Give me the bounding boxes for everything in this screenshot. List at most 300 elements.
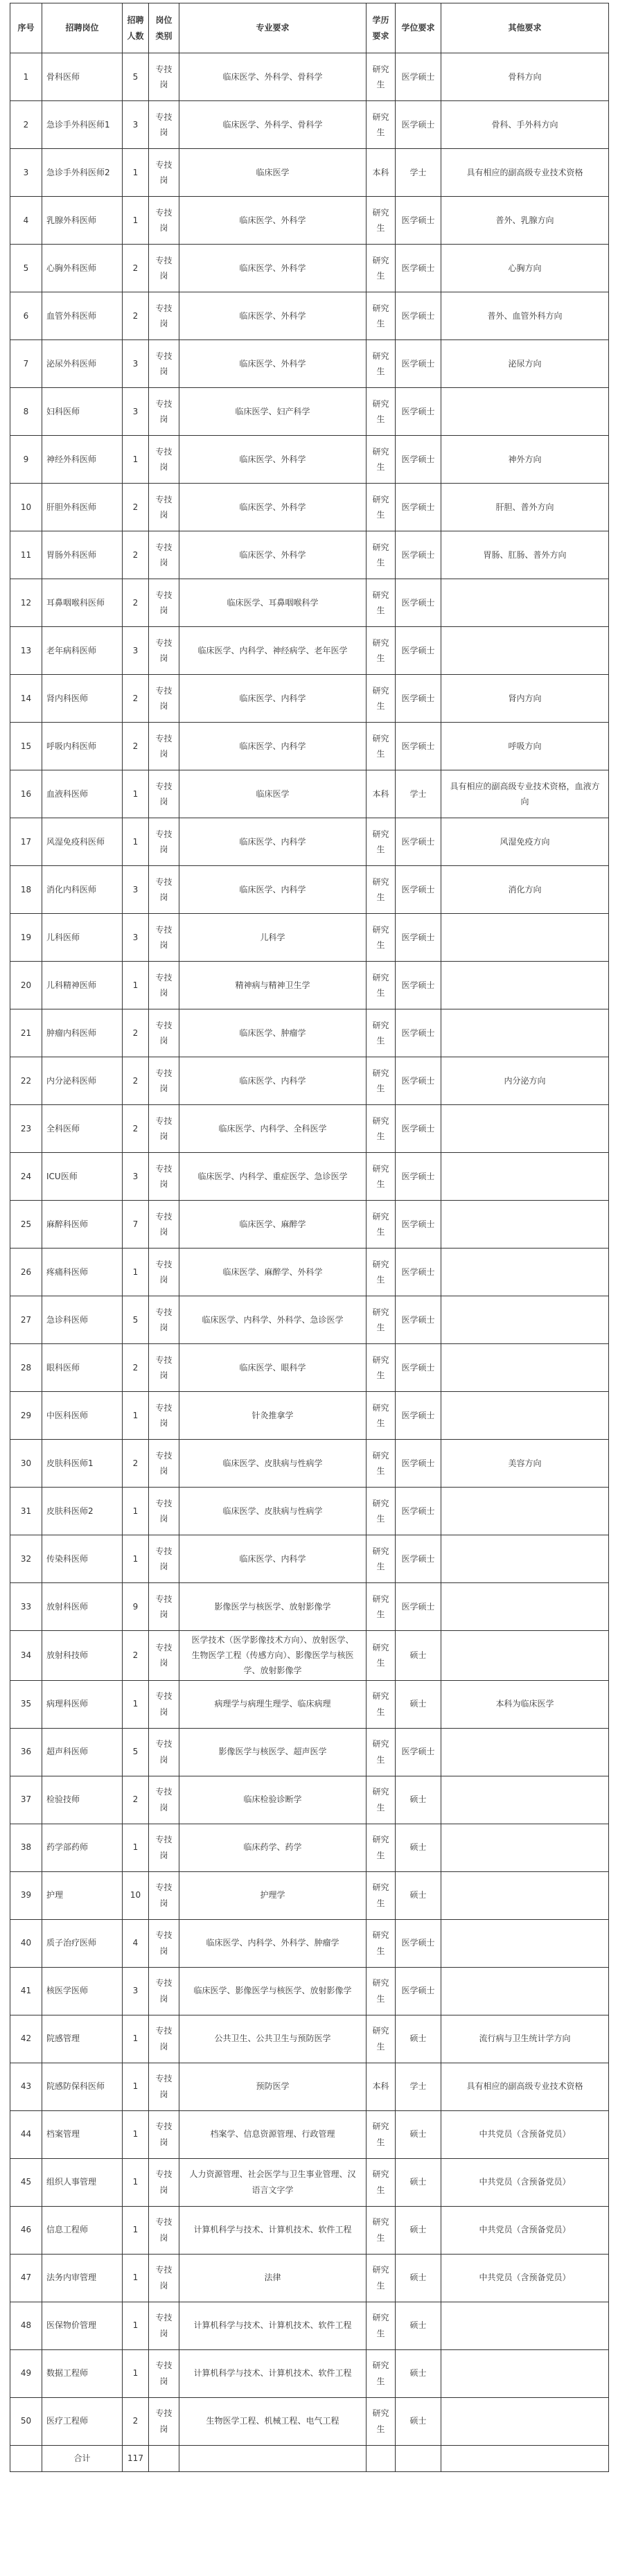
- cell-index: 43: [10, 2063, 42, 2110]
- cell-category: 专技岗: [149, 1105, 179, 1153]
- cell-education: 研究生: [367, 1919, 396, 1967]
- table-row: [10, 2158, 609, 2206]
- table-row: [10, 2206, 609, 2254]
- cell-category: 专技岗: [149, 2254, 179, 2302]
- cell-degree: 医学硕士: [396, 101, 441, 149]
- cell-education: 研究生: [367, 2206, 396, 2254]
- cell-education: 研究生: [367, 388, 396, 436]
- cell-education: 研究生: [367, 1583, 396, 1631]
- cell-position: 骨科医师: [42, 53, 123, 101]
- cell-count: 1: [123, 2063, 149, 2110]
- cell-major: 预防医学: [179, 2063, 367, 2110]
- cell-position: 院感管理: [42, 2015, 123, 2063]
- cell-major: 临床医学、耳鼻咽喉科学: [179, 579, 367, 627]
- total-empty-cell: [179, 2445, 367, 2471]
- cell-other: [441, 627, 609, 675]
- cell-major: 临床医学、内科学、神经病学、老年医学: [179, 627, 367, 675]
- cell-position: 检验技师: [42, 1776, 123, 1824]
- cell-position: 放射科医师: [42, 1583, 123, 1631]
- cell-education: 研究生: [367, 962, 396, 1009]
- cell-category: 专技岗: [149, 1249, 179, 1296]
- cell-position: 血液科医师: [42, 770, 123, 818]
- cell-count: 2: [123, 1057, 149, 1105]
- cell-index: 27: [10, 1296, 42, 1344]
- cell-degree: 医学硕士: [396, 1296, 441, 1344]
- cell-degree: 医学硕士: [396, 675, 441, 723]
- cell-position: 泌尿外科医师: [42, 340, 123, 388]
- cell-position: 血管外科医师: [42, 292, 123, 340]
- cell-major: 儿科学: [179, 914, 367, 962]
- cell-other: 肾内方向: [441, 675, 609, 723]
- table-row: [10, 1344, 609, 1392]
- cell-education: 研究生: [367, 436, 396, 484]
- table-row: [10, 245, 609, 292]
- cell-major: 临床医学、外科学: [179, 436, 367, 484]
- cell-major: 临床医学、内科学、全科医学: [179, 1105, 367, 1153]
- cell-count: 2: [123, 245, 149, 292]
- cell-education: 研究生: [367, 1824, 396, 1871]
- header-education: 学历要求: [367, 3, 396, 53]
- cell-major: 临床医学、皮肤病与性病学: [179, 1440, 367, 1488]
- cell-degree: 医学硕士: [396, 579, 441, 627]
- cell-degree: 硕士: [396, 1680, 441, 1728]
- table-row: [10, 579, 609, 627]
- cell-education: 研究生: [367, 1392, 396, 1440]
- table-row: [10, 1296, 609, 1344]
- table-row: [10, 1440, 609, 1488]
- cell-category: 专技岗: [149, 1344, 179, 1392]
- table-row: [10, 675, 609, 723]
- total-label: 合计: [42, 2445, 123, 2471]
- cell-index: 7: [10, 340, 42, 388]
- cell-degree: 医学硕士: [396, 1392, 441, 1440]
- table-row: [10, 818, 609, 866]
- cell-position: 院感防保科医师: [42, 2063, 123, 2110]
- cell-major: 计算机科学与技术、计算机技术、软件工程: [179, 2349, 367, 2397]
- cell-category: 专技岗: [149, 149, 179, 197]
- cell-education: 研究生: [367, 1488, 396, 1535]
- cell-position: 眼科医师: [42, 1344, 123, 1392]
- table-row: [10, 1680, 609, 1728]
- cell-category: 专技岗: [149, 1296, 179, 1344]
- cell-other: 心胸方向: [441, 245, 609, 292]
- cell-other: 骨科方向: [441, 53, 609, 101]
- table-row: [10, 1967, 609, 2015]
- cell-category: 专技岗: [149, 2063, 179, 2110]
- cell-degree: 医学硕士: [396, 1009, 441, 1057]
- cell-category: 专技岗: [149, 1057, 179, 1105]
- cell-category: 专技岗: [149, 1153, 179, 1201]
- cell-category: 专技岗: [149, 1680, 179, 1728]
- cell-count: 2: [123, 1440, 149, 1488]
- cell-position: 神经外科医师: [42, 436, 123, 484]
- cell-degree: 医学硕士: [396, 866, 441, 914]
- cell-education: 研究生: [367, 53, 396, 101]
- cell-degree: 医学硕士: [396, 1201, 441, 1249]
- cell-category: 专技岗: [149, 2015, 179, 2063]
- cell-education: 研究生: [367, 1009, 396, 1057]
- cell-education: 研究生: [367, 723, 396, 770]
- table-row: [10, 1535, 609, 1583]
- cell-position: 乳腺外科医师: [42, 197, 123, 245]
- cell-other: 普外、乳腺方向: [441, 197, 609, 245]
- cell-position: 胃肠外科医师: [42, 531, 123, 579]
- cell-other: [441, 1871, 609, 1919]
- cell-education: 研究生: [367, 1631, 396, 1681]
- cell-major: 临床药学、药学: [179, 1824, 367, 1871]
- cell-category: 专技岗: [149, 292, 179, 340]
- cell-degree: 医学硕士: [396, 340, 441, 388]
- cell-degree: 医学硕士: [396, 292, 441, 340]
- cell-count: 10: [123, 1871, 149, 1919]
- cell-major: 人力资源管理、社会医学与卫生事业管理、汉语言文字学: [179, 2158, 367, 2206]
- cell-other: 呼吸方向: [441, 723, 609, 770]
- cell-index: 30: [10, 1440, 42, 1488]
- cell-position: 病理科医师: [42, 1680, 123, 1728]
- cell-index: 9: [10, 436, 42, 484]
- cell-index: 26: [10, 1249, 42, 1296]
- cell-count: 1: [123, 1680, 149, 1728]
- cell-major: 临床医学、内科学、外科学、肿瘤学: [179, 1919, 367, 1967]
- cell-index: 44: [10, 2110, 42, 2158]
- cell-degree: 医学硕士: [396, 388, 441, 436]
- cell-degree: 医学硕士: [396, 723, 441, 770]
- cell-position: 医保物价管理: [42, 2302, 123, 2349]
- cell-education: 研究生: [367, 818, 396, 866]
- cell-other: 具有相应的副高级专业技术资格: [441, 149, 609, 197]
- cell-count: 2: [123, 579, 149, 627]
- cell-education: 研究生: [367, 1871, 396, 1919]
- cell-major: 临床医学、妇产科学: [179, 388, 367, 436]
- cell-index: 23: [10, 1105, 42, 1153]
- cell-position: 肝胆外科医师: [42, 484, 123, 531]
- cell-major: 病理学与病理生理学、临床病理: [179, 1680, 367, 1728]
- cell-other: [441, 1009, 609, 1057]
- cell-other: [441, 1344, 609, 1392]
- cell-category: 专技岗: [149, 1583, 179, 1631]
- cell-education: 研究生: [367, 2015, 396, 2063]
- cell-other: [441, 1583, 609, 1631]
- cell-degree: 医学硕士: [396, 1535, 441, 1583]
- cell-education: 研究生: [367, 914, 396, 962]
- cell-other: [441, 1824, 609, 1871]
- cell-degree: 医学硕士: [396, 1440, 441, 1488]
- cell-count: 1: [123, 2349, 149, 2397]
- cell-position: 皮肤科医师2: [42, 1488, 123, 1535]
- cell-other: [441, 1249, 609, 1296]
- cell-degree: 医学硕士: [396, 484, 441, 531]
- cell-degree: 医学硕士: [396, 1728, 441, 1776]
- cell-education: 研究生: [367, 1296, 396, 1344]
- cell-position: 超声科医师: [42, 1728, 123, 1776]
- table-row: [10, 627, 609, 675]
- cell-count: 1: [123, 2302, 149, 2349]
- cell-count: 3: [123, 627, 149, 675]
- cell-degree: 医学硕士: [396, 1249, 441, 1296]
- cell-position: 核医学医师: [42, 1967, 123, 2015]
- cell-major: 临床医学、内科学: [179, 818, 367, 866]
- table-row: [10, 436, 609, 484]
- cell-degree: 医学硕士: [396, 818, 441, 866]
- total-count: 117: [123, 2445, 149, 2471]
- cell-education: 研究生: [367, 2302, 396, 2349]
- cell-index: 32: [10, 1535, 42, 1583]
- cell-position: 药学部药师: [42, 1824, 123, 1871]
- cell-degree: 硕士: [396, 1631, 441, 1681]
- cell-other: [441, 1392, 609, 1440]
- cell-education: 研究生: [367, 1967, 396, 2015]
- cell-index: 39: [10, 1871, 42, 1919]
- cell-education: 研究生: [367, 2349, 396, 2397]
- cell-position: 全科医师: [42, 1105, 123, 1153]
- table-row: [10, 2397, 609, 2445]
- cell-count: 1: [123, 1824, 149, 1871]
- cell-position: 肿瘤内科医师: [42, 1009, 123, 1057]
- cell-major: 档案学、信息资源管理、行政管理: [179, 2110, 367, 2158]
- total-empty-cell: [367, 2445, 396, 2471]
- cell-index: 12: [10, 579, 42, 627]
- cell-category: 专技岗: [149, 1871, 179, 1919]
- cell-position: 皮肤科医师1: [42, 1440, 123, 1488]
- cell-category: 专技岗: [149, 2349, 179, 2397]
- cell-position: 妇科医师: [42, 388, 123, 436]
- header-other: 其他要求: [441, 3, 609, 53]
- cell-major: 临床医学、影像医学与核医学、放射影像学: [179, 1967, 367, 2015]
- cell-position: 护理: [42, 1871, 123, 1919]
- cell-count: 1: [123, 1249, 149, 1296]
- cell-education: 研究生: [367, 579, 396, 627]
- cell-index: 34: [10, 1631, 42, 1681]
- cell-count: 1: [123, 2158, 149, 2206]
- cell-index: 47: [10, 2254, 42, 2302]
- header-index: 序号: [10, 3, 42, 53]
- cell-count: 7: [123, 1201, 149, 1249]
- cell-other: [441, 1296, 609, 1344]
- cell-category: 专技岗: [149, 2206, 179, 2254]
- cell-other: 具有相应的副高级专业技术资格: [441, 2063, 609, 2110]
- cell-education: 本科: [367, 770, 396, 818]
- cell-index: 15: [10, 723, 42, 770]
- cell-category: 专技岗: [149, 197, 179, 245]
- cell-degree: 医学硕士: [396, 914, 441, 962]
- cell-index: 4: [10, 197, 42, 245]
- cell-position: 内分泌科医师: [42, 1057, 123, 1105]
- cell-education: 研究生: [367, 292, 396, 340]
- cell-education: 研究生: [367, 531, 396, 579]
- cell-other: [441, 1967, 609, 2015]
- cell-count: 2: [123, 531, 149, 579]
- cell-index: 25: [10, 1201, 42, 1249]
- cell-count: 1: [123, 2110, 149, 2158]
- cell-degree: 医学硕士: [396, 1057, 441, 1105]
- cell-major: 临床医学、内科学: [179, 723, 367, 770]
- table-row: [10, 531, 609, 579]
- cell-education: 研究生: [367, 1153, 396, 1201]
- cell-other: 流行病与卫生统计学方向: [441, 2015, 609, 2063]
- cell-education: 研究生: [367, 627, 396, 675]
- table-row: [10, 197, 609, 245]
- cell-degree: 医学硕士: [396, 1105, 441, 1153]
- cell-education: 本科: [367, 149, 396, 197]
- cell-category: 专技岗: [149, 388, 179, 436]
- cell-other: 美容方向: [441, 1440, 609, 1488]
- table-row: [10, 1488, 609, 1535]
- cell-index: 29: [10, 1392, 42, 1440]
- cell-count: 1: [123, 962, 149, 1009]
- cell-count: 2: [123, 484, 149, 531]
- cell-count: 4: [123, 1919, 149, 1967]
- cell-education: 研究生: [367, 675, 396, 723]
- cell-index: 13: [10, 627, 42, 675]
- cell-category: 专技岗: [149, 1919, 179, 1967]
- cell-major: 临床医学、内科学、外科学、急诊医学: [179, 1296, 367, 1344]
- cell-other: [441, 1631, 609, 1681]
- cell-category: 专技岗: [149, 770, 179, 818]
- cell-count: 1: [123, 2015, 149, 2063]
- cell-other: [441, 1488, 609, 1535]
- cell-major: 临床医学、外科学: [179, 340, 367, 388]
- cell-other: [441, 388, 609, 436]
- cell-education: 本科: [367, 2063, 396, 2110]
- cell-other: 风湿免疫方向: [441, 818, 609, 866]
- cell-index: 19: [10, 914, 42, 962]
- table-row: [10, 388, 609, 436]
- cell-index: 41: [10, 1967, 42, 2015]
- cell-position: 呼吸内科医师: [42, 723, 123, 770]
- table-row: [10, 1631, 609, 1681]
- cell-degree: 硕士: [396, 2349, 441, 2397]
- cell-degree: 医学硕士: [396, 1153, 441, 1201]
- cell-other: [441, 962, 609, 1009]
- cell-other: [441, 1776, 609, 1824]
- recruitment-table: [10, 3, 609, 2472]
- cell-category: 专技岗: [149, 1009, 179, 1057]
- cell-education: 研究生: [367, 1535, 396, 1583]
- cell-degree: 学士: [396, 770, 441, 818]
- cell-position: 中医科医师: [42, 1392, 123, 1440]
- table-row: [10, 2015, 609, 2063]
- cell-count: 2: [123, 1344, 149, 1392]
- cell-degree: 学士: [396, 2063, 441, 2110]
- cell-degree: 硕士: [396, 2302, 441, 2349]
- cell-degree: 医学硕士: [396, 1488, 441, 1535]
- cell-major: 临床医学、麻醉学、外科学: [179, 1249, 367, 1296]
- cell-major: 临床医学、外科学、骨科学: [179, 101, 367, 149]
- header-row: [10, 3, 609, 53]
- cell-major: 公共卫生、公共卫生与预防医学: [179, 2015, 367, 2063]
- cell-degree: 医学硕士: [396, 1919, 441, 1967]
- cell-other: 内分泌方向: [441, 1057, 609, 1105]
- cell-category: 专技岗: [149, 531, 179, 579]
- cell-count: 5: [123, 53, 149, 101]
- cell-index: 37: [10, 1776, 42, 1824]
- cell-index: 3: [10, 149, 42, 197]
- cell-other: 中共党员（含预备党员）: [441, 2254, 609, 2302]
- table-row: [10, 2110, 609, 2158]
- cell-category: 专技岗: [149, 1392, 179, 1440]
- cell-major: 临床医学、外科学: [179, 292, 367, 340]
- cell-degree: 硕士: [396, 2158, 441, 2206]
- cell-other: 具有相应的副高级专业技术资格，血液方向: [441, 770, 609, 818]
- cell-major: 护理学: [179, 1871, 367, 1919]
- cell-education: 研究生: [367, 1105, 396, 1153]
- cell-index: 17: [10, 818, 42, 866]
- cell-count: 1: [123, 1488, 149, 1535]
- cell-category: 专技岗: [149, 2158, 179, 2206]
- cell-category: 专技岗: [149, 579, 179, 627]
- table-row: [10, 149, 609, 197]
- cell-category: 专技岗: [149, 866, 179, 914]
- table-row: [10, 484, 609, 531]
- cell-position: 心胸外科医师: [42, 245, 123, 292]
- cell-major: 临床医学、内科学: [179, 866, 367, 914]
- cell-major: 计算机科学与技术、计算机技术、软件工程: [179, 2302, 367, 2349]
- cell-major: 临床医学: [179, 149, 367, 197]
- cell-position: 放射科技师: [42, 1631, 123, 1681]
- cell-count: 5: [123, 1296, 149, 1344]
- cell-index: 31: [10, 1488, 42, 1535]
- cell-category: 专技岗: [149, 2397, 179, 2445]
- cell-degree: 硕士: [396, 2254, 441, 2302]
- cell-degree: 医学硕士: [396, 197, 441, 245]
- table-row: [10, 2254, 609, 2302]
- cell-education: 研究生: [367, 101, 396, 149]
- cell-position: 数据工程师: [42, 2349, 123, 2397]
- cell-index: 42: [10, 2015, 42, 2063]
- table-row: [10, 1249, 609, 1296]
- cell-position: 风湿免疫科医师: [42, 818, 123, 866]
- cell-category: 专技岗: [149, 1967, 179, 2015]
- cell-position: 医疗工程师: [42, 2397, 123, 2445]
- cell-category: 专技岗: [149, 1535, 179, 1583]
- cell-major: 临床医学、肿瘤学: [179, 1009, 367, 1057]
- cell-position: 信息工程师: [42, 2206, 123, 2254]
- cell-index: 18: [10, 866, 42, 914]
- cell-degree: 医学硕士: [396, 1583, 441, 1631]
- cell-position: 急诊科医师: [42, 1296, 123, 1344]
- cell-major: 精神病与精神卫生学: [179, 962, 367, 1009]
- cell-major: 临床医学、外科学: [179, 484, 367, 531]
- cell-education: 研究生: [367, 1440, 396, 1488]
- cell-other: 中共党员（含预备党员）: [441, 2206, 609, 2254]
- table-row: [10, 1057, 609, 1105]
- cell-index: 10: [10, 484, 42, 531]
- cell-degree: 医学硕士: [396, 53, 441, 101]
- cell-other: [441, 2302, 609, 2349]
- cell-category: 专技岗: [149, 914, 179, 962]
- cell-education: 研究生: [367, 2397, 396, 2445]
- cell-index: 28: [10, 1344, 42, 1392]
- recruitment-table-container: [10, 3, 608, 2472]
- cell-position: 耳鼻咽喉科医师: [42, 579, 123, 627]
- cell-major: 临床医学、内科学: [179, 675, 367, 723]
- table-row: [10, 1583, 609, 1631]
- cell-index: 14: [10, 675, 42, 723]
- cell-position: 儿科精神医师: [42, 962, 123, 1009]
- cell-other: [441, 1919, 609, 1967]
- cell-education: 研究生: [367, 197, 396, 245]
- cell-degree: 学士: [396, 149, 441, 197]
- cell-major: 临床医学、麻醉学: [179, 1201, 367, 1249]
- table-row: [10, 2302, 609, 2349]
- cell-index: 2: [10, 101, 42, 149]
- cell-major: 医学技术（医学影像技术方向）、放射医学、生物医学工程（传感方向）、影像医学与核医学、放射影像学: [179, 1631, 367, 1681]
- cell-category: 专技岗: [149, 484, 179, 531]
- cell-index: 21: [10, 1009, 42, 1057]
- table-row: [10, 1871, 609, 1919]
- cell-category: 专技岗: [149, 101, 179, 149]
- header-category: 岗位类别: [149, 3, 179, 53]
